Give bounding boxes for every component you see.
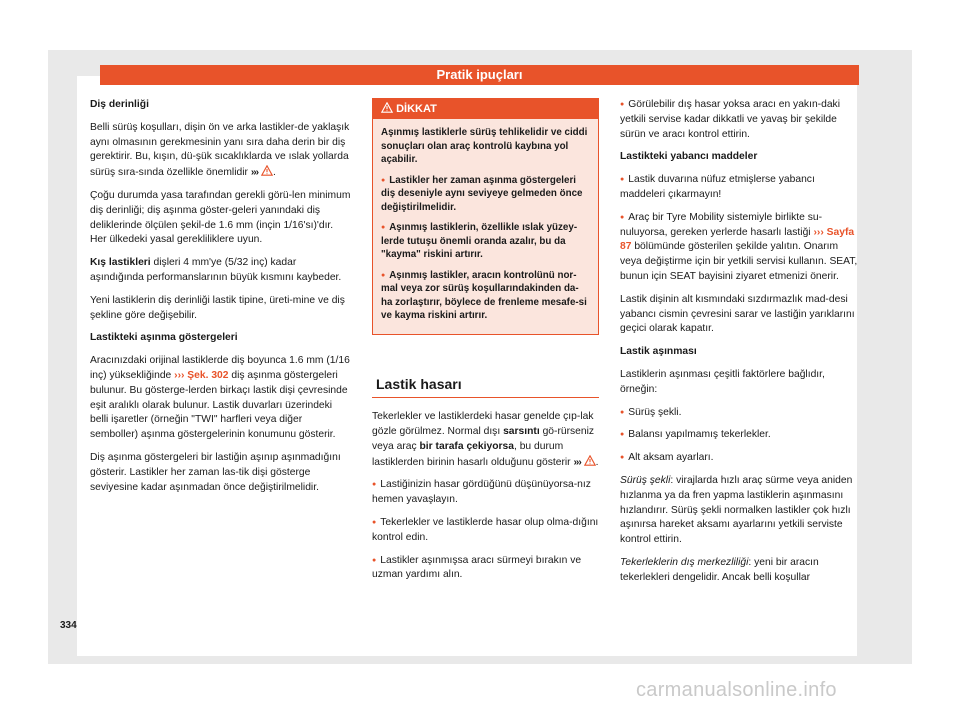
heading-tyre-wear: Lastik aşınması: [620, 346, 697, 358]
paragraph: Yeni lastiklerin diş derinliği lastik tipine, üreti-mine ve diş şekline göre değişebilir.: [90, 294, 345, 321]
bold-term: bir tarafa çekiyorsa: [419, 440, 514, 452]
list-item: ● Görülebilir dış hasar yoksa aracı en yakın-daki yetkili servise kadar dikkatli ve yavaş bir şekilde sürün ve aracı kontrol ettirin.: [620, 98, 858, 142]
heading-foreign-objects: Lastikteki yabancı maddeler: [620, 151, 758, 163]
warning-title: DİKKAT: [396, 103, 437, 115]
warning-item: ● Aşınmış lastikler, aracın kontrolünü nor-mal veya zor sürüş koşullarındakinden da-ha zorlaştırır, böylece de frenleme mesafe-si ve kayma riskini artırır.: [381, 269, 590, 323]
text: gö-rürseniz veya araç: [372, 426, 595, 452]
bold-term: sarsıntı: [503, 426, 540, 438]
warning-icon[interactable]: [261, 165, 273, 176]
italic-term: Sürüş şekli: [620, 474, 671, 486]
watermark: carmanualsonline.info: [636, 679, 837, 701]
list-item: [620, 211, 858, 285]
reference-arrow: ›››: [250, 167, 259, 179]
list-item: ● Alt aksam ayarları.: [620, 451, 858, 466]
warning-icon: [381, 102, 393, 113]
page-header: Pratik ipuçları: [100, 65, 859, 85]
right-column: [620, 98, 858, 594]
paragraph: Tekerlekler ve lastiklerdeki hasar genelde çıp-lak gözle görülmez. Normal dışı sarsıntı gö-rürseniz veya araç bir tarafa çekiyorsa, bu durum lastiklerden birinin hasarlı olduğunu gösterir ››› .: [372, 411, 599, 468]
text: : virajlarda hızlı araç sürme veya aniden hızlanma ya da fren yapma lastiklerin aşınmasını hızlandırır. Sürüş şekli normalken lastikler çok hızlı aşınırsa hareket aksamı ayarlarını yetkili serviste kontrol ettirin.: [620, 474, 853, 546]
text: bölümünde gösterilen şekilde yalıtın. Onarım veya değiştirme için bir yetkili servisi kullanın. SEAT, bunun için SEAT bayisini ziyaret etmenizi önerir.: [620, 241, 858, 282]
heading-tread-depth: Diş derinliği: [90, 99, 149, 110]
text: , bu durum lastiklerden birinin hasarlı olduğunu gösterir: [372, 440, 571, 468]
warning-body: [373, 119, 598, 334]
text: dişleri 4 mm'ye (5/32 inç) kadar aşındığında performanslarının büyük kısmını kaybeder.: [90, 257, 342, 283]
paragraph: Çoğu durumda yasa tarafından gerekli görü-len minimum diş derinliği; diş aşınma göster-geleri yanındaki diş deliklerinde ölçülen şekil-de 1.6 mm (inçin 1/16'sı)'dır. Her ülkedeki yasal gerekliliklere uyun.: [90, 189, 351, 246]
text: Tekerlekler ve lastiklerdeki hasar genelde çıp-lak gözle görülmez. Normal dışı: [372, 411, 594, 438]
figure-reference-link[interactable]: ››› Şek. 302: [174, 369, 229, 381]
paragraph: [90, 354, 352, 443]
text: : yeni bir aracın tekerlekleri dengelidir. Ancak belli koşullar: [620, 556, 819, 583]
text: Araç bir Tyre Mobility sistemiyle birlikte su-nuluyorsa, gereken yerlerde hasarlı lastiği: [620, 211, 823, 238]
list-item: ● Lastikler aşınmışsa aracı sürmeyi bırakın ve uzman yardımı alın.: [372, 554, 599, 584]
warning-item: ● Aşınmış lastiklerin, özellikle ıslak yüzey-lerde tutuşu önemli oranda azalır, bu da "kayma" riskini artırır.: [381, 221, 590, 262]
page-number: 334: [60, 620, 77, 631]
warning-item: ● Lastikler her zaman aşınma göstergeleri diş deseniyle aynı seviyeye gelmeden önce değiştirilmelidir.: [381, 174, 590, 215]
text: diş aşınma göstergeleri bulunur. Bu gösterge-lerden birkaçı lastik dişi çevresinde eşit aralıklı olarak bulunur. Lastik duvarları üzerindeki belli işaretler (örneğin "TWI" harfleri veya diğer semboller) aşınma göstergelerinin konumunu gösterir.: [90, 369, 348, 441]
heading-wear-indicators: Lastikteki aşınma göstergeleri: [90, 332, 238, 344]
list-item: ● Sürüş şekli.: [620, 406, 858, 421]
left-column: [90, 98, 352, 503]
warning-box: [372, 98, 599, 335]
italic-term: Tekerleklerin dış merkezliliği: [620, 556, 749, 568]
reference-arrow: ›››: [573, 456, 581, 468]
middle-column: [372, 98, 599, 591]
warning-header: [373, 99, 598, 119]
section-title-wrap: [372, 367, 599, 399]
paragraph: [90, 256, 352, 286]
paragraph: Diş aşınma göstergeleri bir lastiğin aşınıp aşınmadığını gösterir. Lastikler her zaman las-tik dişi gösterge seviyesine kadar aşınmadan önce değiştirilmelidir.: [90, 451, 341, 493]
list-item: ● Lastik duvarına nüfuz etmişlerse yabancı maddeleri çıkarmayın!: [620, 173, 858, 203]
warning-intro: Aşınmış lastiklerle sürüş tehlikelidir ve ciddi sonuçları olan araç kontrolü kaybına yol açabilir.: [381, 127, 588, 165]
paragraph: [620, 556, 858, 586]
list-item: ● Tekerlekler ve lastiklerde hasar olup olma-dığını kontrol edin.: [372, 516, 599, 546]
warning-icon[interactable]: [584, 455, 596, 466]
bold-term: Kış lastikleri: [90, 257, 151, 269]
list-item: ● Balansı yapılmamış tekerlekler.: [620, 428, 858, 443]
text: Belli sürüş koşulları, dişin ön ve arka lastikler-de yaklaşık aynı olmasının gerekmesinin yanı sıra daha derin bir diş gerektirir. Bu, kışın, dü-şük sıcaklıklarda ve ıslak yollarda sürüş sıra-sında özellikle önemlidir: [90, 121, 350, 179]
paragraph: Belli sürüş koşulları, dişin ön ve arka lastikler-de yaklaşık aynı olmasının gerekmesinin yanı sıra daha derin bir diş gerektirir. Bu, kışın, dü-şük sıcaklıklarda ve ıslak yollarda sürüş sıra-sında özellikle önemlidir ››› .: [90, 121, 350, 179]
paragraph: [620, 474, 858, 548]
section-title-tyre-damage: Lastik hasarı: [372, 367, 599, 399]
text: Aracınızdaki orijinal lastiklerde diş boyunca 1.6 mm (1/16 inç) yüksekliğinde: [90, 355, 350, 381]
list-item: ● Lastiğinizin hasar gördüğünü düşünüyorsa-nız hemen yavaşlayın.: [372, 478, 599, 508]
paragraph: Lastik dişinin alt kısmındaki sızdırmazlık mad-desi yabancı cismin çevresini sarar ve lastiğin yarıklarını geçici olarak kapatır.: [620, 293, 855, 335]
page-reference-link[interactable]: ››› Sayfa 87: [620, 226, 855, 253]
paragraph: Lastiklerin aşınması çeşitli faktörlere bağlıdır, örneğin:: [620, 368, 825, 395]
